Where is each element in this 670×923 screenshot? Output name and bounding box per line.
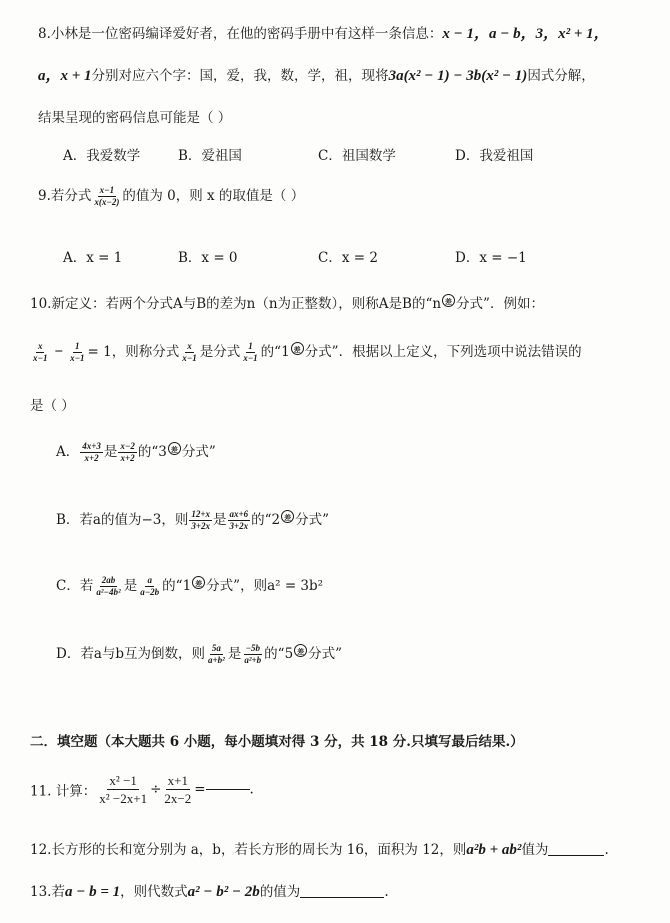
option-tail: 分式” (308, 646, 343, 662)
option-frac-1 (80, 441, 103, 464)
option-frac-2 (138, 575, 161, 598)
frac-den: 2x−2 (164, 791, 192, 806)
q10-ex-frac-1 (31, 341, 49, 364)
q9-option-d: D．x = −1 (455, 250, 527, 266)
q10-ex-eq: = 1，则称分式 (87, 344, 180, 360)
q11-answer-blank[interactable] (206, 789, 250, 790)
frac-num: 4x+3 (82, 441, 101, 451)
q9-line (38, 184, 304, 208)
q12-line (30, 838, 609, 859)
q8-option-a: A．我爱数学 (63, 148, 141, 164)
q13-line (30, 880, 389, 901)
q9-frac-den: x(x−2) (94, 197, 120, 207)
frac-den: x² −2x+1 (99, 791, 148, 806)
stamp-icon: 差 (281, 510, 294, 523)
frac-num: 1 (75, 341, 80, 351)
stamp-icon: 差 (192, 576, 205, 589)
frac-num: 12+x (191, 509, 211, 519)
q12-end: . (604, 842, 609, 858)
option-frac-1 (189, 509, 212, 532)
option-tail: 分式”，则a² = 3b² (206, 578, 324, 594)
option-frac-1 (206, 643, 227, 666)
q8-line3: 结果呈现的密码信息可能是（ ） (38, 110, 232, 126)
frac-num: x² −1 (109, 773, 137, 788)
q11-prefix: 11. 计算： (30, 783, 97, 800)
frac-den: x−1 (243, 353, 258, 363)
frac-num: 5a (211, 643, 221, 653)
frac-den: x−1 (70, 353, 85, 363)
frac-den: x−1 (182, 353, 197, 363)
q8-line2 (38, 64, 595, 85)
q12-expression: a²b + ab² (466, 842, 522, 858)
frac-den: x+2 (84, 453, 99, 463)
q12-text: 12.长方形的长和宽分别为 a，b，若长方形的周长为 16，面积为 12，则 (30, 842, 467, 858)
q10-option-c (56, 574, 323, 598)
stamp-icon: 差 (291, 342, 304, 355)
frac-den: 3+2x (229, 521, 249, 531)
q10-ex-tail2: 分式”．根据以上定义，下列选项中说法错误的 (304, 344, 582, 360)
q10-line3: 是（ ） (30, 398, 75, 414)
option-mid: 是 (213, 512, 227, 528)
q8-text-3: 因式分解， (527, 68, 595, 84)
stamp-icon: 差 (168, 442, 181, 455)
section-heading: 二．填空题（本大题共 6 小题，每小题填对得 3 分，共 18 分.只填写最后结果.） (30, 734, 524, 750)
q12-answer-blank[interactable] (548, 855, 604, 856)
q10-option-d (56, 642, 342, 666)
option-mid: 是 (227, 646, 242, 662)
stamp-icon: 差 (294, 644, 307, 657)
frac-den: 3+2x (191, 521, 211, 531)
q10-ex-frac-2 (68, 341, 86, 364)
q12-tail: 值为 (521, 842, 549, 858)
option-label: B．若a的值为−3，则 (56, 512, 189, 528)
q10-definition-tail: 分式”．例如： (456, 296, 544, 312)
frac-num: 1 (248, 341, 253, 351)
q13-condition: a − b = 1 (64, 884, 121, 900)
q11-line (30, 772, 254, 807)
q10-option-b (56, 508, 329, 532)
q13-tail: 的值为 (259, 884, 301, 900)
q9-prefix: 9.若分式 (38, 188, 92, 204)
q8-option-c: C．祖国数学 (318, 148, 396, 164)
q11-frac-2 (162, 772, 193, 807)
option-tail: 分式” (181, 444, 216, 460)
q10-option-a (56, 440, 216, 464)
q13-end: . (384, 884, 389, 900)
frac-den: a−2b (140, 587, 160, 597)
q13-mid: ，则代数式 (120, 884, 188, 900)
stamp-icon: 差 (442, 294, 455, 307)
frac-num: x−2 (120, 441, 135, 451)
q9-frac-num: x−1 (99, 185, 115, 195)
q10-ex-frac-4 (241, 341, 259, 364)
frac-num: a (147, 575, 152, 585)
option-frac-1 (94, 575, 122, 598)
q8-text-2: 分别对应六个字：国，爱，我，数，学，祖，现将 (91, 68, 389, 84)
q10-ex-tail1: 的“1 (260, 344, 290, 360)
q9-fraction (92, 185, 121, 208)
option-mid: 是 (123, 578, 138, 594)
option-tail: 的“2 (251, 512, 281, 528)
q8-line1 (38, 22, 609, 43)
frac-num: x (37, 341, 43, 351)
q9-option-c: C．x = 2 (318, 250, 378, 266)
frac-den: a+b² (208, 655, 225, 665)
q10-ex-mid: 是分式 (199, 344, 241, 360)
frac-num: ax+6 (229, 509, 249, 519)
q8-option-b: B．爱祖国 (178, 148, 242, 164)
q10-ex-frac-3 (180, 341, 198, 364)
q8-math-1: x − 1，a − b，3，x² + 1， (442, 26, 609, 42)
frac-den: a²−4b² (96, 587, 121, 597)
option-tail: 分式” (295, 512, 330, 528)
frac-den: x+2 (120, 453, 135, 463)
option-label: A． (56, 444, 80, 460)
q11-end: . (249, 781, 254, 798)
q8-option-d: D．我爱祖国 (455, 148, 534, 164)
frac-num: x (187, 341, 192, 351)
q10-definition: 10.新定义：若两个分式A与B的差为n（n为正整数），则称A是B的“n (30, 296, 442, 312)
frac-den: a²+b (244, 655, 262, 665)
frac-num: x+1 (167, 773, 188, 788)
q8-text: 8.小林是一位密码编译爱好者，在他的密码手册中有这样一条信息： (38, 26, 443, 42)
option-mid: 是 (103, 444, 118, 460)
option-frac-2 (242, 643, 263, 666)
option-frac-2 (118, 441, 136, 464)
option-tail: 的“5 (264, 646, 294, 662)
frac-num: 2ab (101, 575, 116, 585)
frac-num: −5b (245, 643, 260, 653)
option-label: C．若 (56, 578, 94, 594)
option-tail: 的“1 (162, 578, 192, 594)
q10-example: $\frac{x}{x-1}$ − $\frac{1}{x-1}$ = 1，则称分式 $\frac{x}{x-1}$ 是分式 $\frac{1}{x-1}$ 的“1 差 分式”．根据以上定义，下列选项中说法错误的 (33, 341, 582, 363)
option-tail: 的“3 (137, 444, 167, 460)
q11-op: ÷ (150, 781, 162, 798)
option-frac-2 (228, 509, 251, 532)
q8-expression: 3a(x² − 1) − 3b(x² − 1) (388, 68, 528, 84)
q13-answer-blank[interactable] (300, 897, 384, 898)
q13-expression: a² − b² − 2b (187, 884, 260, 900)
q9-suffix: 的值为 0，则 x 的取值是（ ） (122, 188, 305, 204)
q10-line1 (30, 292, 544, 312)
q9-option-b: B．x = 0 (178, 250, 238, 266)
option-label: D．若a与b互为倒数，则 (56, 646, 206, 662)
frac-den: x−1 (33, 353, 48, 363)
q13-prefix: 13.若 (30, 884, 65, 900)
q8-math-2: a，x + 1 (38, 68, 92, 84)
q11-frac-1 (97, 772, 149, 807)
q11-eq: = (194, 781, 206, 798)
q9-option-a: A．x = 1 (63, 250, 123, 266)
